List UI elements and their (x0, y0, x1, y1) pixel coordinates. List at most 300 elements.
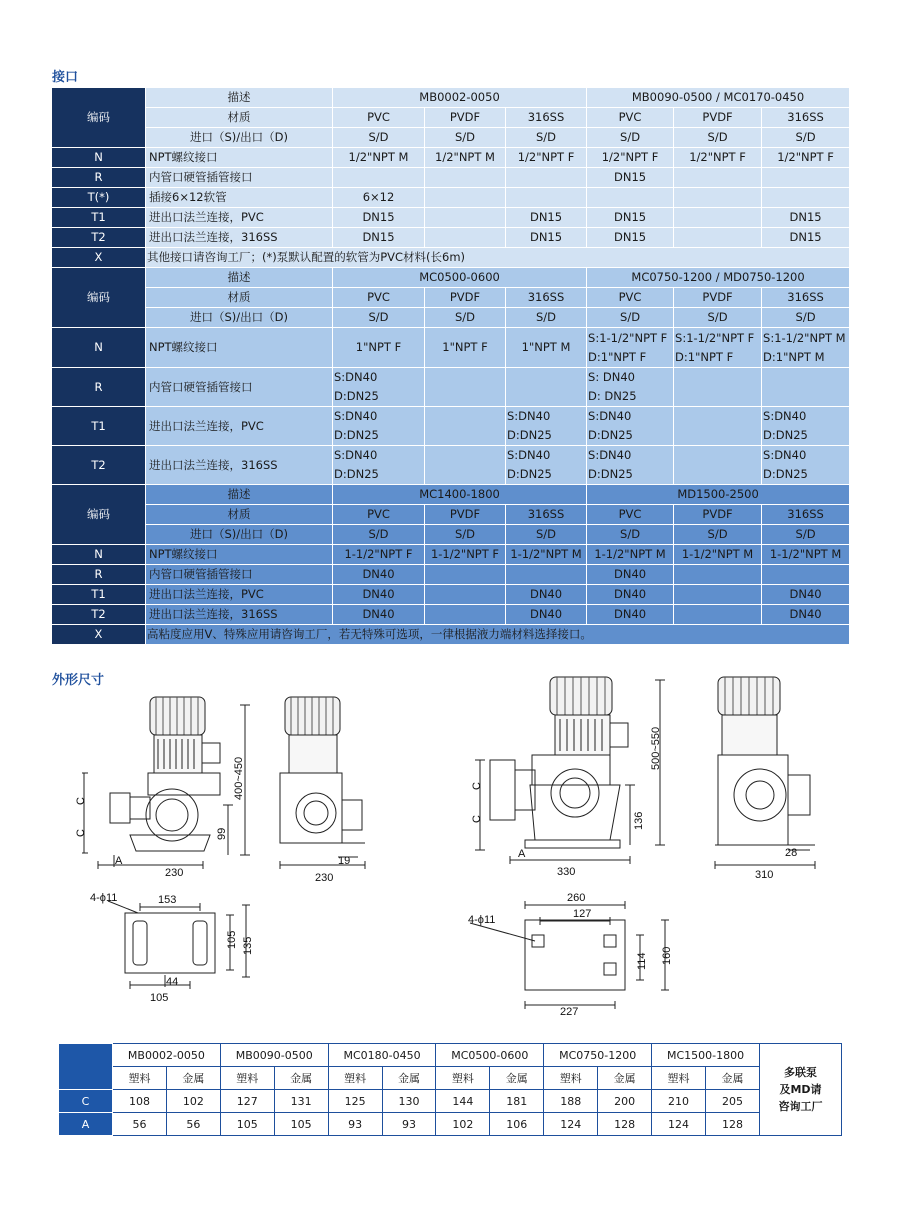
dim-value: 93 (328, 1113, 382, 1136)
dim-value: 131 (274, 1090, 328, 1113)
material-header: 材质 (146, 108, 333, 128)
row-value-line-2: D:DN25 (588, 467, 633, 481)
row-value (587, 368, 674, 407)
row-value: DN40 (333, 565, 425, 585)
row-value: DN40 (587, 565, 674, 585)
dim-value: 105 (220, 1113, 274, 1136)
row-value: DN15 (762, 228, 850, 248)
row-value (674, 446, 762, 485)
metal-header: 金属 (382, 1067, 436, 1090)
row-code: T1 (52, 208, 146, 228)
row-value-line-2: D:DN25 (763, 428, 808, 442)
io-cell: S/D (425, 128, 506, 148)
material-row (52, 108, 850, 128)
io-row (52, 308, 850, 328)
row-value (425, 368, 506, 407)
row-value-line-1: S:DN40 (507, 409, 551, 423)
row-value: 1-1/2"NPT F (425, 545, 506, 565)
row-value: 1/2"NPT F (506, 148, 587, 168)
code-header: 编码 (52, 485, 146, 545)
model-header: MB0002-0050 (113, 1044, 221, 1067)
row-value-line-2: D:1"NPT F (588, 349, 647, 364)
dim-105-v: 105 (226, 930, 238, 949)
dim-value: 181 (490, 1090, 544, 1113)
row-value-line-1: S:DN40 (763, 409, 807, 423)
dim-value: 102 (166, 1090, 220, 1113)
plastic-header: 塑料 (220, 1067, 274, 1090)
dim-114: 114 (636, 952, 648, 970)
row-value: 1-1/2"NPT M (762, 545, 850, 565)
io-cell: S/D (674, 308, 762, 328)
row-code: N (52, 328, 146, 368)
row-desc: 进出口法兰连接，316SS (146, 446, 333, 485)
model-header: MC0500-0600 (436, 1044, 544, 1067)
dim-153: 153 (158, 894, 177, 906)
row-value: 1-1/2"NPT F (333, 545, 425, 565)
model-group-a: MC1400-1800 (333, 485, 587, 505)
table-row (52, 368, 850, 407)
metal-header: 金属 (490, 1067, 544, 1090)
row-desc: 进出口法兰连接，PVC (146, 585, 333, 605)
material-cell: 316SS (506, 108, 587, 128)
io-cell: S/D (506, 525, 587, 545)
dim-310: 310 (755, 869, 774, 881)
code-header: 编码 (52, 88, 146, 148)
model-header: MC0750-1200 (544, 1044, 652, 1067)
row-value (333, 168, 425, 188)
dim-row-label: C (59, 1090, 113, 1113)
row-value (674, 188, 762, 208)
dim-value: 56 (166, 1113, 220, 1136)
material-cell: 316SS (762, 288, 850, 308)
row-value (587, 188, 674, 208)
dim-a-label: A (115, 855, 123, 867)
row-value: DN15 (762, 208, 850, 228)
row-value (506, 188, 587, 208)
row-value: DN15 (333, 228, 425, 248)
io-cell: S/D (762, 525, 850, 545)
row-value-line-2: D:1"NPT F (675, 349, 734, 364)
row-code: X (52, 248, 146, 268)
material-cell: PVC (587, 505, 674, 525)
material-row (52, 505, 850, 525)
dimension-drawings (70, 665, 860, 1025)
row-value: DN15 (506, 208, 587, 228)
row-code: T2 (52, 605, 146, 625)
code-header: 编码 (52, 268, 146, 328)
model-group-b: MC0750-1200 / MD0750-1200 (587, 268, 850, 288)
material-cell: PVC (333, 108, 425, 128)
dim-c-large: C (471, 782, 483, 790)
io-cell: S/D (333, 308, 425, 328)
io-cell: S/D (762, 308, 850, 328)
io-cell: S/D (506, 308, 587, 328)
dim-19: 19 (338, 855, 351, 867)
metal-header: 金属 (166, 1067, 220, 1090)
row-value-line-2: D:DN25 (507, 428, 552, 442)
plastic-header: 塑料 (544, 1067, 598, 1090)
row-value: 1"NPT M (506, 328, 587, 368)
note-cell-line-3: 咨询工厂 (778, 1100, 823, 1113)
metal-header: 金属 (598, 1067, 652, 1090)
dim-230-front: 230 (315, 872, 334, 884)
dim-value: 128 (705, 1113, 759, 1136)
note-cell-line-2: 及MD请 (779, 1083, 822, 1096)
row-code: T(*) (52, 188, 146, 208)
row-value (506, 407, 587, 446)
dim-row (59, 1090, 842, 1113)
row-value-line-2: D:DN25 (334, 467, 379, 481)
material-header: 材质 (146, 505, 333, 525)
model-header: MC1500-1800 (652, 1044, 760, 1067)
row-value: DN15 (587, 208, 674, 228)
material-cell: PVC (333, 505, 425, 525)
row-value (674, 565, 762, 585)
row-code: R (52, 168, 146, 188)
dim-value: 128 (598, 1113, 652, 1136)
material-cell: 316SS (506, 288, 587, 308)
plastic-header: 塑料 (328, 1067, 382, 1090)
table-row (52, 545, 850, 565)
row-value (762, 328, 850, 368)
row-value-line-2: D:DN25 (507, 467, 552, 481)
dim-value: 127 (220, 1090, 274, 1113)
dim-c-large-2: C (471, 815, 483, 823)
model-header: MC0180-0450 (328, 1044, 436, 1067)
table-row (52, 188, 850, 208)
dim-400-450: 400~450 (233, 756, 245, 800)
table-row (52, 168, 850, 188)
dim-value: 56 (113, 1113, 167, 1136)
row-value (762, 188, 850, 208)
model-group-a: MC0500-0600 (333, 268, 587, 288)
row-value: DN40 (762, 605, 850, 625)
metal-header: 金属 (705, 1067, 759, 1090)
dim-value: 93 (382, 1113, 436, 1136)
material-cell: 316SS (762, 108, 850, 128)
row-value: 1-1/2"NPT M (674, 545, 762, 565)
section-title-dimensions: 外形尺寸 (52, 673, 105, 688)
table-row (52, 328, 850, 368)
table-row (52, 148, 850, 168)
row-value: DN40 (506, 605, 587, 625)
dim-160: 160 (661, 946, 673, 965)
row-value (674, 208, 762, 228)
model-group-b: MB0090-0500 / MC0170-0450 (587, 88, 850, 108)
io-row (52, 525, 850, 545)
model-group-a: MB0002-0050 (333, 88, 587, 108)
dim-127: 127 (573, 908, 592, 920)
row-value: 1/2"NPT M (425, 148, 506, 168)
header-row (52, 88, 850, 108)
row-value: 1"NPT F (425, 328, 506, 368)
table-row (52, 565, 850, 585)
io-cell: S/D (587, 308, 674, 328)
row-value-line-2: D:1"NPT M (763, 349, 825, 364)
table-row (52, 228, 850, 248)
dim-value: 102 (436, 1113, 490, 1136)
row-value-line-1: S:DN40 (588, 448, 632, 462)
row-code: T1 (52, 585, 146, 605)
material-cell: PVC (333, 288, 425, 308)
io-cell: S/D (425, 525, 506, 545)
row-value-line-1: S:DN40 (763, 448, 807, 462)
row-value (674, 407, 762, 446)
row-value (425, 208, 506, 228)
connections-table (51, 87, 850, 645)
dim-c-label: C (75, 797, 87, 805)
material-cell: PVDF (425, 108, 506, 128)
row-value-line-2: D:DN25 (588, 428, 633, 442)
dim-value: 205 (705, 1090, 759, 1113)
row-value: DN40 (587, 605, 674, 625)
io-cell: S/D (587, 525, 674, 545)
row-value (506, 368, 587, 407)
row-value (762, 168, 850, 188)
row-code: T2 (52, 446, 146, 485)
row-value (506, 565, 587, 585)
row-value (425, 585, 506, 605)
io-header: 进口（S)/出口（D) (146, 128, 333, 148)
row-value (425, 446, 506, 485)
io-cell: S/D (425, 308, 506, 328)
dim-136: 136 (633, 811, 645, 830)
dim-value: 106 (490, 1113, 544, 1136)
dim-value: 200 (598, 1090, 652, 1113)
material-cell: PVDF (674, 288, 762, 308)
material-cell: PVDF (674, 505, 762, 525)
table-row (52, 446, 850, 485)
model-group-b: MD1500-2500 (587, 485, 850, 505)
row-value: DN15 (587, 228, 674, 248)
dim-230: 230 (165, 867, 184, 879)
io-header: 进口（S)/出口（D) (146, 308, 333, 328)
row-value-line-2: D:DN25 (334, 389, 379, 403)
dim-260: 260 (567, 892, 586, 904)
row-desc: NPT螺纹接口 (146, 148, 333, 168)
table-row (52, 605, 850, 625)
dim-a-large: A (518, 848, 526, 860)
row-code: N (52, 545, 146, 565)
dim-row (59, 1113, 842, 1136)
material-header: 材质 (146, 288, 333, 308)
row-desc: 内管口硬管插管接口 (146, 168, 333, 188)
dim-value: 188 (544, 1090, 598, 1113)
row-value: DN40 (333, 585, 425, 605)
io-cell: S/D (762, 128, 850, 148)
io-cell: S/D (674, 128, 762, 148)
row-value-line-1: S:1-1/2"NPT M (763, 330, 846, 345)
material-cell: PVDF (674, 108, 762, 128)
row-value: DN40 (762, 585, 850, 605)
pump-large-front-drawing (715, 677, 815, 869)
dim-28: 28 (785, 847, 798, 859)
table-row (52, 585, 850, 605)
row-desc: 内管口硬管插管接口 (146, 368, 333, 407)
row-value: DN40 (587, 585, 674, 605)
holes-small: 4-ϕ11 (90, 892, 118, 904)
row-value-line-1: S:1-1/2"NPT F (588, 330, 668, 345)
section-title-connections: 接口 (52, 70, 79, 85)
row-value: 1-1/2"NPT M (587, 545, 674, 565)
dim-c-label-2: C (75, 829, 87, 837)
dim-value: 125 (328, 1090, 382, 1113)
header-row (52, 485, 850, 505)
row-value: 1/2"NPT F (762, 148, 850, 168)
metal-header: 金属 (274, 1067, 328, 1090)
io-cell: S/D (587, 128, 674, 148)
dim-99: 99 (216, 827, 228, 840)
row-value-line-1: S:1-1/2"NPT F (675, 330, 755, 345)
material-cell: PVDF (425, 505, 506, 525)
row-value: 1/2"NPT F (674, 148, 762, 168)
row-value (762, 407, 850, 446)
io-cell: S/D (506, 128, 587, 148)
row-value (425, 565, 506, 585)
corner-cell (59, 1044, 113, 1090)
material-cell: PVDF (425, 288, 506, 308)
io-cell: S/D (674, 525, 762, 545)
row-value: 1/2"NPT F (587, 148, 674, 168)
dim-135: 135 (242, 936, 254, 955)
row-value (425, 228, 506, 248)
row-value (674, 368, 762, 407)
row-value (587, 328, 674, 368)
desc-header: 描述 (146, 268, 333, 288)
table-row (52, 407, 850, 446)
dim-227: 227 (560, 1006, 579, 1018)
row-value: DN40 (506, 585, 587, 605)
row-value (674, 168, 762, 188)
row-value (762, 368, 850, 407)
row-code: T1 (52, 407, 146, 446)
material-row (52, 288, 850, 308)
desc-header: 描述 (146, 88, 333, 108)
row-value: DN40 (333, 605, 425, 625)
dim-value: 105 (274, 1113, 328, 1136)
row-value (425, 188, 506, 208)
header-row (52, 268, 850, 288)
dim-value: 124 (652, 1113, 706, 1136)
dimensions-table (58, 1043, 842, 1136)
note-cell (760, 1044, 842, 1136)
pump-small-side-drawing (82, 697, 250, 869)
note-text: 高粘度应用V、特殊应用请咨询工厂，若无特殊可选项，一律根据液力端材料选择接口。 (146, 625, 850, 645)
row-value-line-1: S:DN40 (334, 448, 378, 462)
row-value (674, 605, 762, 625)
dim-330: 330 (557, 866, 576, 878)
row-value-line-2: D: DN25 (588, 389, 637, 403)
dim-value: 144 (436, 1090, 490, 1113)
dim-header-row (59, 1044, 842, 1067)
io-cell: S/D (333, 525, 425, 545)
row-value (425, 407, 506, 446)
row-value (587, 446, 674, 485)
row-value (333, 407, 425, 446)
row-desc: 插接6×12软管 (146, 188, 333, 208)
row-desc: 进出口法兰连接，316SS (146, 228, 333, 248)
row-value (762, 565, 850, 585)
pump-small-front-drawing (280, 697, 365, 869)
material-cell: PVC (587, 108, 674, 128)
row-value (506, 446, 587, 485)
row-value: 1/2"NPT M (333, 148, 425, 168)
row-value-line-2: D:DN25 (334, 428, 379, 442)
row-value (425, 605, 506, 625)
dim-value: 210 (652, 1090, 706, 1113)
row-value (333, 446, 425, 485)
dim-44: 44 (166, 976, 179, 988)
material-cell: PVC (587, 288, 674, 308)
row-value-line-1: S:DN40 (588, 409, 632, 423)
dim-500-550: 500~550 (650, 726, 662, 770)
dim-105-h: 105 (150, 992, 169, 1004)
dim-sub-row (59, 1067, 842, 1090)
note-row (52, 625, 850, 645)
model-header: MB0090-0500 (220, 1044, 328, 1067)
row-value (506, 168, 587, 188)
row-value-line-1: S:DN40 (334, 370, 378, 384)
row-code: X (52, 625, 146, 645)
row-desc: NPT螺纹接口 (146, 328, 333, 368)
row-value: DN15 (333, 208, 425, 228)
row-value: 1-1/2"NPT M (506, 545, 587, 565)
plastic-header: 塑料 (652, 1067, 706, 1090)
row-desc: NPT螺纹接口 (146, 545, 333, 565)
row-code: R (52, 368, 146, 407)
dim-row-label: A (59, 1113, 113, 1136)
dim-value: 130 (382, 1090, 436, 1113)
row-value-line-2: D:DN25 (763, 467, 808, 481)
row-value (333, 368, 425, 407)
desc-header: 描述 (146, 485, 333, 505)
dim-value: 108 (113, 1090, 167, 1113)
plastic-header: 塑料 (436, 1067, 490, 1090)
holes-large: 4-ϕ11 (468, 914, 496, 926)
pump-large-side-drawing (475, 677, 665, 864)
row-value: 1"NPT F (333, 328, 425, 368)
dim-value: 124 (544, 1113, 598, 1136)
row-value: DN15 (587, 168, 674, 188)
row-code: R (52, 565, 146, 585)
row-value-line-1: S:DN40 (334, 409, 378, 423)
note-cell-line-1: 多联泵 (784, 1066, 817, 1079)
io-cell: S/D (333, 128, 425, 148)
table-row (52, 208, 850, 228)
io-row (52, 128, 850, 148)
row-value (587, 407, 674, 446)
row-code: T2 (52, 228, 146, 248)
row-value (674, 228, 762, 248)
note-text: 其他接口请咨询工厂；(*)泵默认配置的软管为PVC材料(长6m) (146, 248, 850, 268)
row-value: 6×12 (333, 188, 425, 208)
row-desc: 内管口硬管插管接口 (146, 565, 333, 585)
material-cell: 316SS (762, 505, 850, 525)
row-value (762, 446, 850, 485)
row-desc: 进出口法兰连接，PVC (146, 407, 333, 446)
row-value (674, 328, 762, 368)
row-value-line-1: S: DN40 (588, 370, 635, 384)
row-value: DN15 (506, 228, 587, 248)
row-desc: 进出口法兰连接，316SS (146, 605, 333, 625)
note-row (52, 248, 850, 268)
row-desc: 进出口法兰连接，PVC (146, 208, 333, 228)
io-header: 进口（S)/出口（D) (146, 525, 333, 545)
row-value (674, 585, 762, 605)
row-value (425, 168, 506, 188)
row-value-line-1: S:DN40 (507, 448, 551, 462)
plastic-header: 塑料 (113, 1067, 167, 1090)
